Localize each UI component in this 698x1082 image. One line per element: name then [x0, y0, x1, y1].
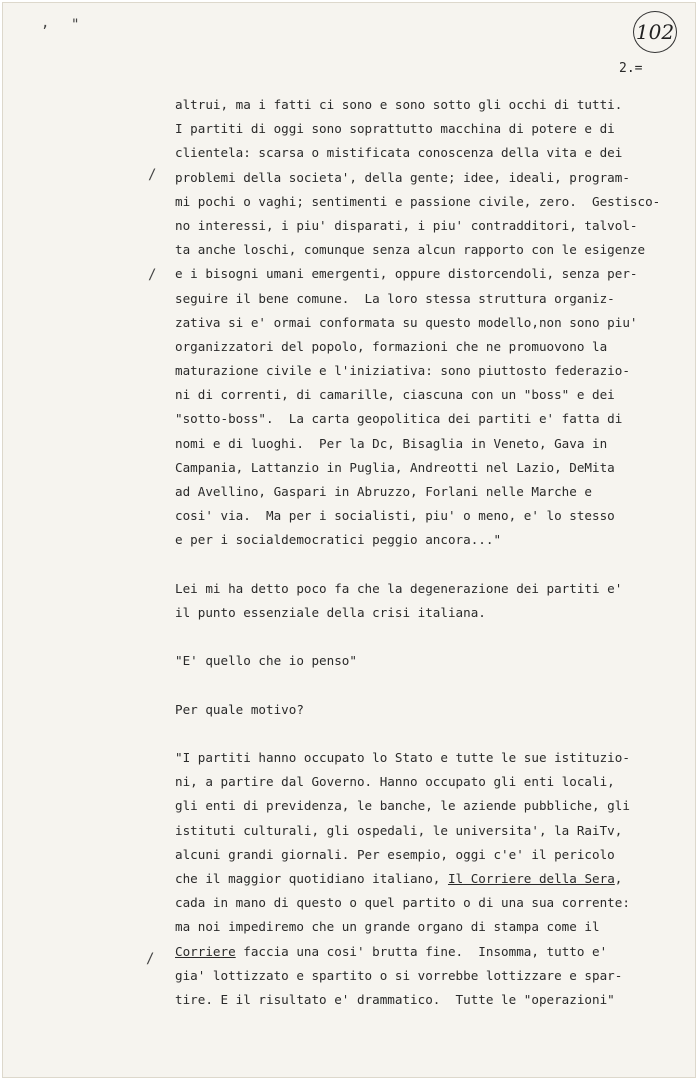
text-line: cada in mano di questo o quel partito o di una sua corrente:: [175, 895, 630, 911]
text-line: ni di correnti, di camarille, ciascuna con un "boss" e dei: [175, 387, 615, 403]
text-line: altrui, ma i fatti ci sono e sono sotto gli occhi di tutti.: [175, 97, 623, 112]
text-line: maturazione civile e l'iniziativa: sono piuttosto federazio-: [175, 363, 630, 379]
text-line: [175, 940, 695, 964]
text-line: zativa si e' ormai conformata su questo modello,non sono piu': [175, 314, 638, 330]
underlined-title: Corriere: [175, 943, 236, 959]
document-page: [2, 2, 696, 1078]
margin-mark: /: [148, 167, 157, 183]
text-line: mi pochi o vaghi; sentimenti e passione civile, zero. Gestisco-: [175, 193, 661, 209]
blank-line: [175, 674, 695, 698]
text-line: istituti culturali, gli ospedali, le universita', la RaiTv,: [175, 822, 623, 838]
text-line: seguire il bene comune. La loro stessa struttura organiz-: [175, 290, 615, 306]
text-line: "I partiti hanno occupato lo Stato e tutte le sue istituzio-: [175, 750, 630, 766]
text-line: tire. E il risultato e' drammatico. Tutte le "operazioni": [175, 991, 615, 1007]
underlined-title: Il Corriere della Sera: [447, 871, 615, 886]
text-line: clientela: scarsa o mistificata conoscenza della vita e dei: [175, 145, 623, 161]
text-segment: faccia una cosi' brutta fine. Insomma, tutto e': [235, 943, 608, 959]
text-line: problemi della societa', della gente; idee, ideali, program-: [175, 169, 630, 185]
archive-number-stamp: 102: [633, 11, 677, 53]
text-line: Per quale motivo?: [175, 701, 304, 717]
margin-mark: ": [71, 17, 80, 33]
text-line: e per i socialdemocratici peggio ancora...": [175, 532, 502, 548]
text-line: ma noi impediremo che un grande organo di stampa come il: [175, 919, 600, 935]
text-line: e i bisogni umani emergenti, oppure distorcendoli, senza per-: [175, 266, 638, 282]
text-line: gia' lottizzato e spartito o si vorrebbe lottizzare e spar-: [175, 967, 623, 983]
text-line: organizzatori del popolo, formazioni che ne promuovono la: [175, 338, 608, 354]
text-line: "E' quello che io penso": [175, 653, 357, 669]
text-line: il punto essenziale della crisi italiana.: [175, 604, 486, 620]
text-line: Campania, Lattanzio in Puglia, Andreotti nel Lazio, DeMita: [175, 459, 615, 475]
text-line: alcuni grandi giornali. Per esempio, oggi c'e' il pericolo: [175, 846, 615, 862]
text-line: nomi e di luoghi. Per la Dc, Bisaglia in Veneto, Gava in: [175, 435, 608, 451]
text-line: ad Avellino, Gaspari in Abruzzo, Forlani nelle Marche e: [175, 484, 593, 499]
text-segment: ,: [614, 871, 623, 886]
text-line: cosi' via. Ma per i socialisti, piu' o meno, e' lo stesso: [175, 508, 615, 524]
text-segment: che il maggior quotidiano italiano,: [175, 871, 448, 886]
blank-line: [175, 625, 695, 649]
text-line: [175, 867, 695, 891]
blank-line: [175, 722, 695, 746]
text-line: I partiti di oggi sono soprattutto macchina di potere e di: [175, 121, 615, 137]
margin-mark: /: [148, 267, 157, 283]
typed-text-body: [175, 93, 695, 1012]
text-line: "sotto-boss". La carta geopolitica dei partiti e' fatta di: [175, 411, 623, 427]
margin-mark: ,: [41, 15, 50, 31]
text-line: gli enti di previdenza, le banche, le aziende pubbliche, gli: [175, 798, 630, 814]
text-line: ta anche loschi, comunque senza alcun rapporto con le esigenze: [175, 242, 646, 258]
text-line: no interessi, i piu' disparati, i piu' contradditori, talvol-: [175, 217, 638, 233]
text-line: ni, a partire dal Governo. Hanno occupato gli enti locali,: [175, 774, 615, 790]
margin-mark: /: [146, 951, 155, 967]
blank-line: [175, 553, 695, 577]
page-number: 2.=: [619, 61, 643, 76]
text-line: Lei mi ha detto poco fa che la degenerazione dei partiti e': [175, 580, 623, 596]
